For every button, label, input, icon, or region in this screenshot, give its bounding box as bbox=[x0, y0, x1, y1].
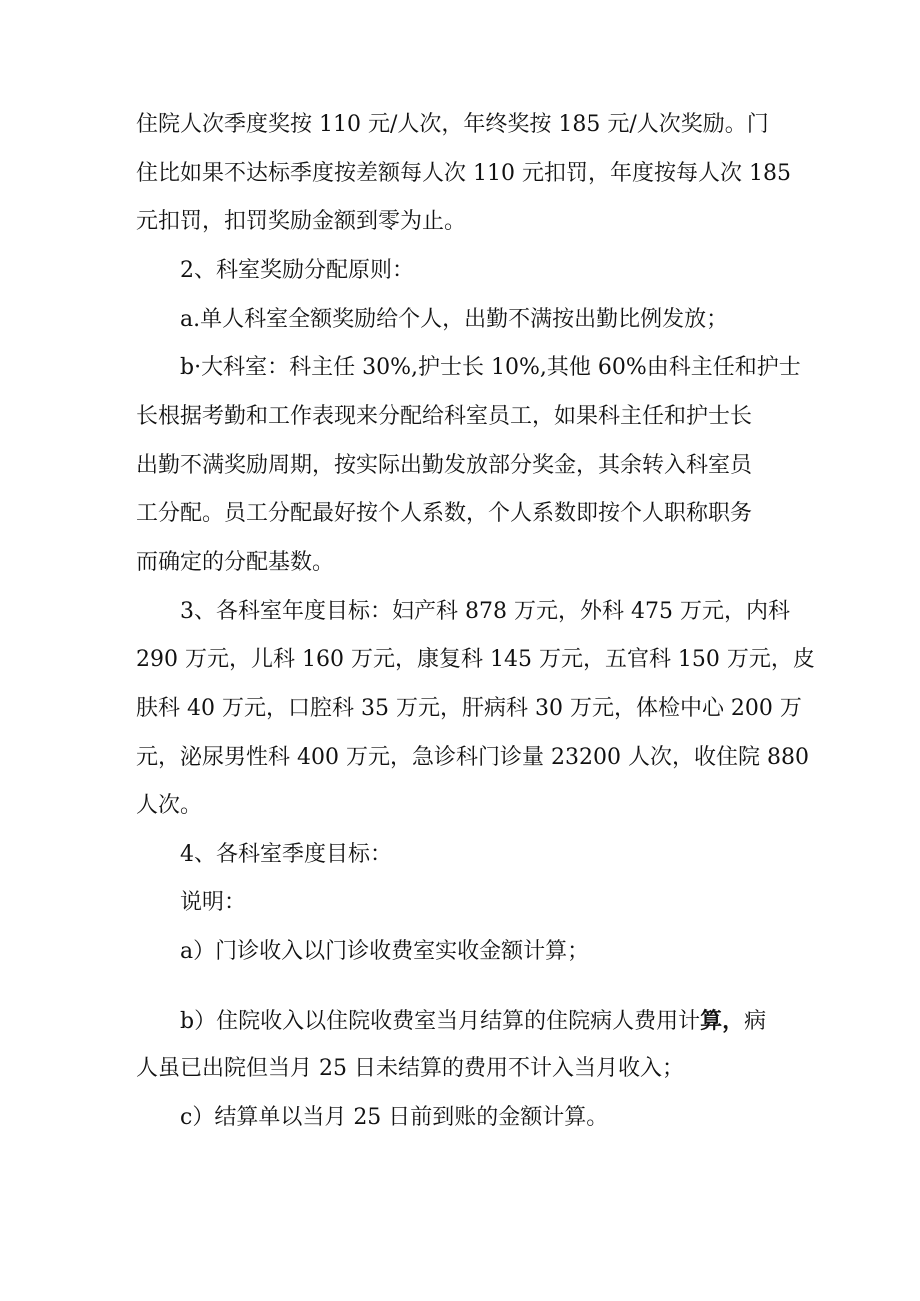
section-2-item-b-line-3 bbox=[0, 446, 920, 486]
section-4-heading bbox=[0, 835, 920, 875]
section-4-item-b-line-1 bbox=[0, 1001, 920, 1041]
text-line bbox=[180, 1001, 766, 1042]
section-4-item-c bbox=[0, 1098, 920, 1138]
text-line: 元扣罚，扣罚奖励金额到零为止。 bbox=[136, 209, 467, 234]
paragraph-1-line-2 bbox=[0, 154, 920, 194]
text-line: 肤科 40 万元，口腔科 35 万元，肝病科 30 万元，体检中心 200 万 bbox=[136, 696, 802, 721]
section-3-line-3 bbox=[0, 689, 920, 729]
section-4-item-b-line-2 bbox=[0, 1049, 920, 1089]
section-3-line-5 bbox=[0, 786, 920, 826]
text-line: 元，泌尿男性科 400 万元，急诊科门诊量 23200 人次，收住院 880 bbox=[136, 745, 809, 770]
text-line: c）结算单以当月 25 日前到账的金额计算。 bbox=[180, 1105, 609, 1130]
text-line: 而确定的分配基数。 bbox=[136, 550, 335, 575]
text-line: 工分配。员工分配最好按个人系数，个人系数即按个人职称职务 bbox=[136, 501, 753, 526]
section-2-item-b-line-1 bbox=[0, 348, 920, 388]
text-line: 290 万元，儿科 160 万元，康复科 145 万元，五官科 150 万元，皮 bbox=[136, 647, 815, 672]
heading-text: 4、各科室季度目标： bbox=[180, 842, 392, 867]
note-label: 说明： bbox=[180, 890, 247, 915]
section-2-item-b-line-2 bbox=[0, 397, 920, 437]
bold-text-run: 算， bbox=[700, 1008, 745, 1034]
section-2-item-b-line-4 bbox=[0, 494, 920, 534]
text-line: 人次。 bbox=[136, 793, 203, 818]
section-4-item-a bbox=[0, 932, 920, 972]
section-3-line-4 bbox=[0, 738, 920, 778]
text-line: 出勤不满奖励周期，按实际出勤发放部分奖金，其余转入科室员 bbox=[136, 453, 753, 478]
text-line: 3、各科室年度目标：妇产科 878 万元，外科 475 万元，内科 bbox=[180, 599, 790, 624]
section-3-line-1 bbox=[0, 592, 920, 632]
paragraph-1-line-1 bbox=[0, 105, 920, 145]
paragraph-1-line-3 bbox=[0, 202, 920, 242]
text-line: 住比如果不达标季度按差额每人次 110 元扣罚，年度按每人次 185 bbox=[136, 161, 791, 186]
section-2-heading bbox=[0, 251, 920, 291]
heading-text: 2、科室奖励分配原则： bbox=[180, 258, 414, 283]
section-2-item-a bbox=[0, 300, 920, 340]
text-run: b）住院收入以住院收费室当月结算的住院病人费用计 bbox=[180, 1009, 701, 1034]
text-line: a）门诊收入以门诊收费室实收金额计算； bbox=[180, 939, 590, 964]
text-line: a.单人科室全额奖励给个人，出勤不满按出勤比例发放； bbox=[180, 307, 729, 332]
text-run: 病 bbox=[744, 1009, 767, 1034]
text-line: 住院人次季度奖按 110 元/人次，年终奖按 185 元/人次奖励。门 bbox=[136, 112, 769, 137]
section-2-item-b-line-5 bbox=[0, 543, 920, 583]
section-3-line-2 bbox=[0, 640, 920, 680]
section-4-note-label bbox=[0, 883, 920, 923]
text-line: b·大科室：科主任 30%,护士长 10%,其他 60%由科主任和护士 bbox=[180, 355, 801, 380]
text-line: 长根据考勤和工作表现来分配给科室员工，如果科主任和护士长 bbox=[136, 404, 753, 429]
text-line: 人虽已出院但当月 25 日未结算的费用不计入当月收入； bbox=[136, 1056, 684, 1081]
